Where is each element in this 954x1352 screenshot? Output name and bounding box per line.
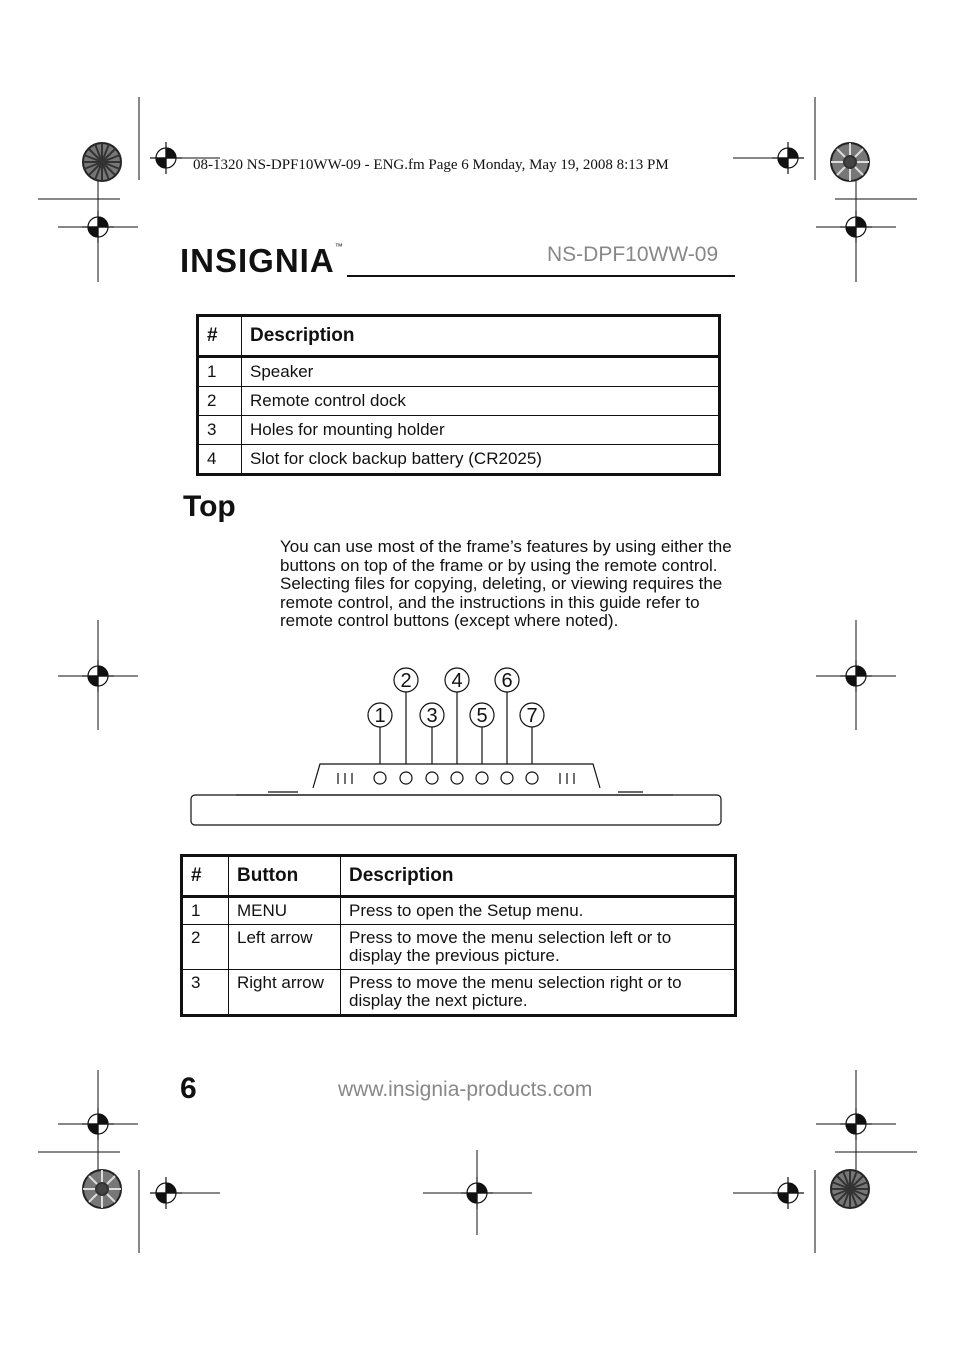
buttons-table bbox=[180, 854, 737, 1017]
table-header-row bbox=[198, 316, 720, 357]
cell-number: 1 bbox=[182, 897, 229, 925]
callout-label: 6 bbox=[501, 670, 513, 692]
table-row bbox=[198, 445, 720, 475]
cell-description: Press to move the menu selection right or to display the next picture. bbox=[341, 970, 736, 1016]
table-header-row bbox=[182, 856, 736, 897]
callout-label: 7 bbox=[526, 705, 538, 727]
cell-button: Right arrow bbox=[229, 970, 341, 1016]
column-header: Description bbox=[341, 856, 736, 897]
table-row bbox=[182, 970, 736, 1016]
cell-number: 3 bbox=[198, 416, 242, 445]
cell-number: 2 bbox=[182, 925, 229, 970]
callout-label: 3 bbox=[426, 705, 438, 727]
trademark-symbol: ™ bbox=[334, 242, 344, 251]
cell-number: 4 bbox=[198, 445, 242, 475]
cell-number: 1 bbox=[198, 357, 242, 387]
cell-number: 3 bbox=[182, 970, 229, 1016]
header-rule bbox=[347, 275, 735, 277]
footer-url: www.insignia-products.com bbox=[338, 1078, 593, 1101]
column-header: Description bbox=[242, 316, 720, 357]
insignia-logo bbox=[180, 242, 344, 280]
cell-description: Holes for mounting holder bbox=[242, 416, 720, 445]
cell-description: Speaker bbox=[242, 357, 720, 387]
cell-description: Remote control dock bbox=[242, 387, 720, 416]
callout-label: 5 bbox=[476, 705, 488, 727]
cell-button: Left arrow bbox=[229, 925, 341, 970]
callout-label: 4 bbox=[451, 670, 463, 692]
parts-table bbox=[196, 314, 721, 476]
column-header: # bbox=[182, 856, 229, 897]
section-title: Top bbox=[183, 490, 236, 523]
table-row bbox=[182, 897, 736, 925]
model-number: NS-DPF10WW-09 bbox=[547, 243, 719, 266]
table-row bbox=[198, 357, 720, 387]
cell-description: Press to open the Setup menu. bbox=[341, 897, 736, 925]
cell-description: Slot for clock backup battery (CR2025) bbox=[242, 445, 720, 475]
table-row bbox=[198, 416, 720, 445]
table-row bbox=[198, 387, 720, 416]
cell-number: 2 bbox=[198, 387, 242, 416]
column-header: # bbox=[198, 316, 242, 357]
cell-button: MENU bbox=[229, 897, 341, 925]
page-number: 6 bbox=[180, 1072, 197, 1105]
table-row bbox=[182, 925, 736, 970]
callout-label: 2 bbox=[400, 670, 412, 692]
logo-text: INSIGNIA bbox=[180, 242, 335, 279]
intro-paragraph: You can use most of the frame’s features by using either the buttons on top of the frame or by using the remote control. Selecting files for copying, deleting, or viewing requires the remote control, and the instructions in this guide refer to remote control buttons (except where noted). bbox=[280, 537, 732, 630]
column-header: Button bbox=[229, 856, 341, 897]
callout-label: 1 bbox=[374, 705, 386, 727]
cell-description: Press to move the menu selection left or to display the previous picture. bbox=[341, 925, 736, 970]
frame-top-diagram bbox=[188, 660, 748, 830]
print-header: 08-1320 NS-DPF10WW-09 - ENG.fm Page 6 Monday, May 19, 2008 8:13 PM bbox=[193, 157, 669, 173]
